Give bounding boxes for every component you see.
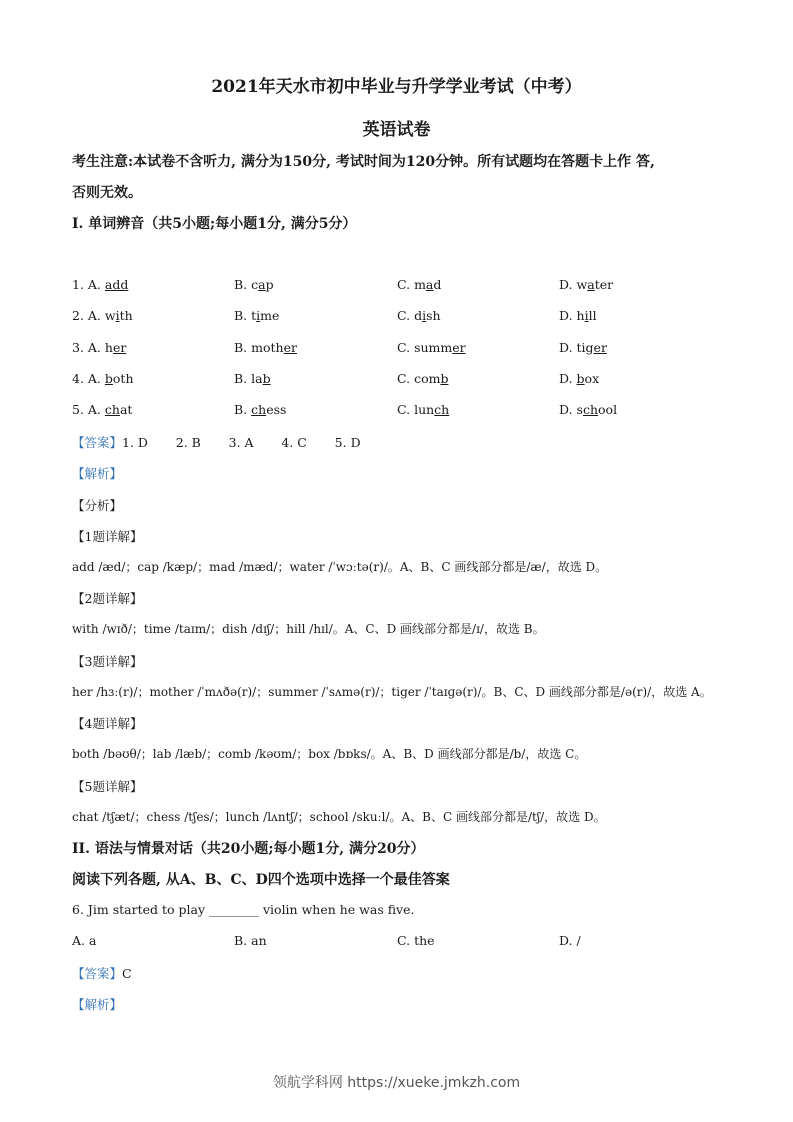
option-text: D. s [559, 402, 583, 417]
detail-text-4: both /bəʊθ/；lab /læb/；comb /kəʊm/；box /bɒks/。A、B、D 画线部分都是/b/，故选 C。 [72, 747, 587, 761]
option-text: B. moth [234, 340, 284, 355]
q6-option-b: B. an [234, 933, 267, 948]
underlined-letters: a [587, 277, 595, 292]
detail-heading-5: 【5题详解】 [72, 779, 143, 794]
q6-option-a: A. a [72, 933, 97, 948]
q3-option-a [72, 340, 126, 355]
option-text: B. t [234, 308, 257, 323]
q2-option-c [397, 308, 441, 323]
option-text: C. summ [397, 340, 453, 355]
option-text: D. w [559, 277, 588, 292]
q2-option-b [234, 308, 279, 323]
option-text: C. com [397, 371, 441, 386]
fenxi-label: 【分析】 [72, 498, 123, 513]
q1-option-b [234, 277, 274, 292]
underlined-letters: er [112, 340, 127, 355]
option-text: sh [426, 308, 441, 323]
underlined-letters: er [283, 340, 297, 355]
underlined-letters: b [576, 371, 585, 386]
section2-heading: II. 语法与情景对话（共20小题;每小题1分, 满分20分） [72, 841, 425, 857]
detail-text-5: chat /tʃæt/；chess /tʃes/；lunch /lʌntʃ/；school /skuːl/。A、B、C 画线部分都是/tʃ/，故选 D。 [72, 810, 606, 824]
q6-analysis-label: 【解析】 [72, 997, 123, 1012]
option-text: C. lun [397, 402, 435, 417]
detail-text-3: her /hɜː(r)/；mother /ˈmʌðə(r)/；summer /ˈsʌmə(r)/；tiger /ˈtaɪɡə(r)/。B、C、D 画线部分都是/ə(r)/，故选 A。 [72, 685, 712, 699]
underlined-letters: b [104, 371, 113, 386]
underlined-letters: a [425, 277, 434, 292]
detail-text-2: with /wɪð/；time /taɪm/；dish /dɪʃ/；hill /hɪl/。A、C、D 画线部分都是/ɪ/，故选 B。 [72, 622, 545, 636]
detail-heading-2: 【2题详解】 [72, 591, 143, 606]
answer-text: 1. D 2. B 3. A 4. C 5. D [122, 435, 361, 450]
option-text: C. m [397, 277, 426, 292]
q5-option-d [559, 402, 617, 417]
option-text: D. tig [559, 340, 594, 355]
q3-option-b [234, 340, 297, 355]
underlined-letters: i [584, 308, 589, 323]
q4-option-d [559, 371, 599, 386]
option-text: D. [559, 371, 577, 386]
section1-heading: I. 单词辨音（共5小题;每小题1分, 满分5分） [72, 216, 357, 232]
question-6-stem: 6. Jim started to play ________ violin when he was five. [72, 902, 415, 917]
underlined-letters: i [422, 308, 427, 323]
q4-option-a [72, 371, 134, 386]
q1-option-c [397, 277, 441, 292]
option-text: D. h [559, 308, 585, 323]
q5-option-a [72, 402, 132, 417]
q3-option-c [397, 340, 466, 355]
option-text: ess [266, 402, 287, 417]
underlined-letters: ch [104, 402, 120, 417]
detail-heading-1: 【1题详解】 [72, 529, 143, 544]
option-text: d [433, 277, 442, 292]
q6-option-c: C. the [397, 933, 435, 948]
option-text: oth [112, 371, 134, 386]
q2-option-d [559, 308, 597, 323]
underlined-letters: er [452, 340, 466, 355]
q6-answer-line [72, 964, 132, 982]
footer-watermark: 领航学科网 https://xueke.jmkzh.com [272, 1075, 521, 1091]
underlined-letters: i [115, 308, 120, 323]
page-subtitle: 英语试卷 [362, 120, 431, 140]
underlined-letters: b [262, 371, 271, 386]
q2-option-a [72, 308, 133, 323]
underlined-letters: a [258, 277, 266, 292]
q4-option-b [234, 371, 271, 386]
underlined-letters: i [256, 308, 261, 323]
notice-line-1: 考生注意:本试卷不含听力, 满分为150分, 考试时间为120分钟。所有试题均在答题卡上作 答, [72, 154, 655, 170]
answer-label: 【答案】 [72, 435, 123, 450]
option-text: B. la [234, 371, 263, 386]
option-text: ter [594, 277, 614, 292]
underlined-letters: ch [434, 402, 450, 417]
q1-option-a [72, 277, 128, 292]
detail-heading-3: 【3题详解】 [72, 654, 143, 669]
q4-option-c [397, 371, 448, 386]
q5-option-c [397, 402, 449, 417]
section2-instruction: 阅读下列各题, 从A、B、C、D四个选项中选择一个最佳答案 [72, 872, 450, 888]
option-text: 1. A. [72, 277, 105, 292]
option-text: ox [584, 371, 600, 386]
q6-answer-text: C [122, 966, 132, 981]
option-text: me [260, 308, 280, 323]
option-text: ll [588, 308, 597, 323]
q5-option-b [234, 402, 286, 417]
option-text: ool [598, 402, 618, 417]
option-text: at [119, 402, 133, 417]
detail-text-1: add /æd/；cap /kæp/；mad /mæd/；water /ˈwɔːtə(r)/。A、B、C 画线部分都是/æ/，故选 D。 [72, 560, 608, 574]
underlined-letters: ch [251, 402, 267, 417]
option-text: B. [234, 402, 252, 417]
option-text: 3. A. h [72, 340, 113, 355]
option-text: C. d [397, 308, 423, 323]
option-text: th [119, 308, 133, 323]
option-text: p [265, 277, 274, 292]
underlined-letters: ch [582, 402, 599, 417]
detail-heading-4: 【4题详解】 [72, 716, 143, 731]
page-title: 2021年天水市初中毕业与升学学业考试（中考） [211, 77, 582, 97]
option-text: 2. A. w [72, 308, 116, 323]
analysis-label: 【解析】 [72, 466, 123, 481]
option-text: 5. A. [72, 402, 105, 417]
underlined-letters: er [593, 340, 607, 355]
option-text: B. c [234, 277, 259, 292]
q3-option-d [559, 340, 607, 355]
option-text: 4. A. [72, 371, 105, 386]
answer-line [72, 433, 361, 451]
underlined-letters: add [104, 277, 129, 292]
q6-answer-label: 【答案】 [72, 966, 123, 981]
q6-option-d: D. / [559, 933, 581, 948]
q1-option-d [559, 277, 613, 292]
underlined-letters: b [440, 371, 449, 386]
notice-line-2: 否则无效。 [72, 185, 142, 201]
